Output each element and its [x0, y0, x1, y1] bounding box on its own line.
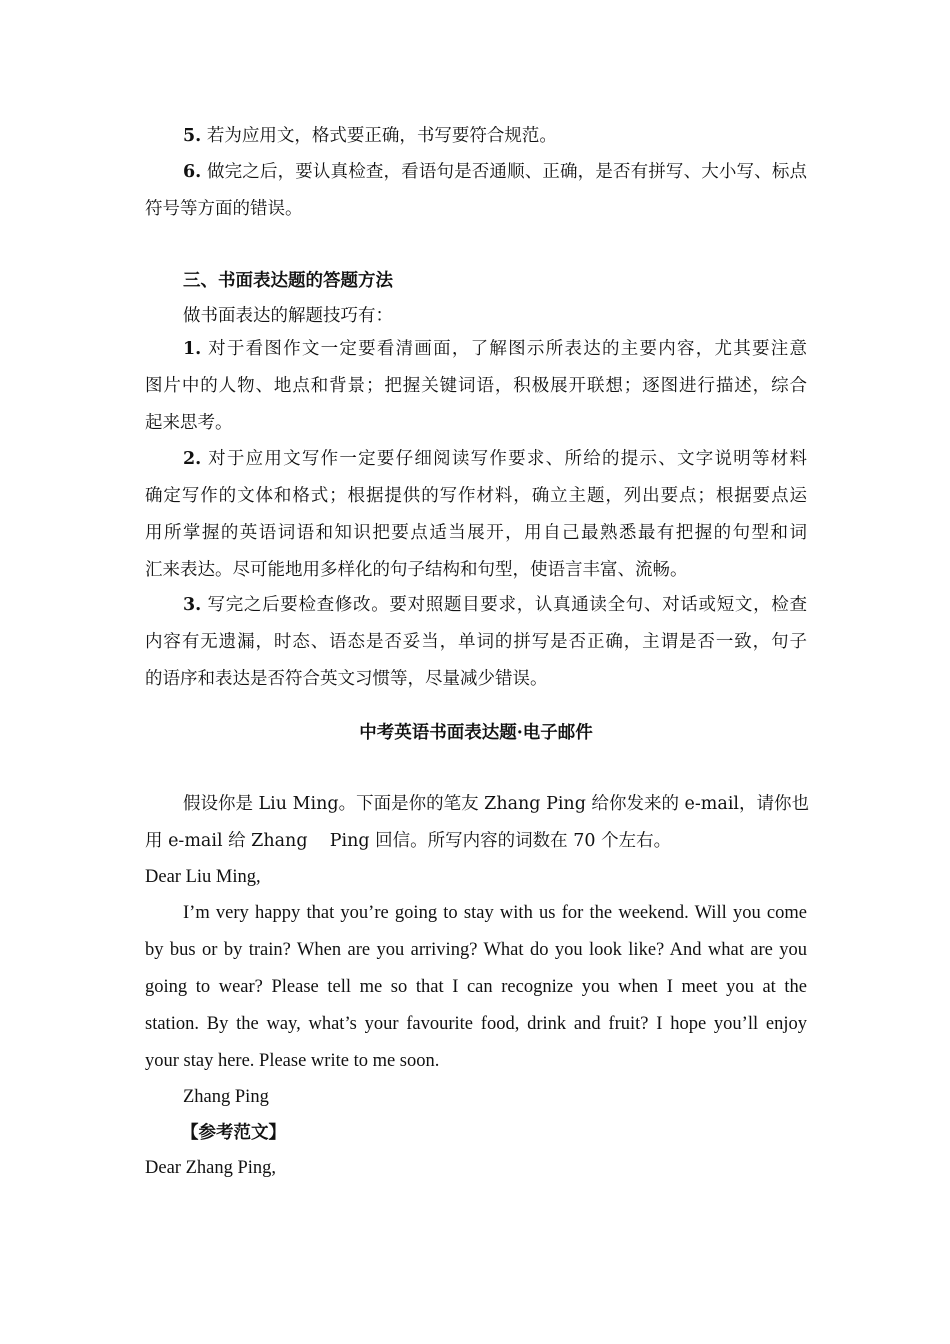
tip-item-5-text: 若为应用文，格式要正确，书写要符合规范。: [206, 126, 557, 146]
method-item-2-line-1: [145, 448, 807, 470]
method-item-1-line-1: [145, 338, 807, 360]
tip-item-5-number: 5.: [183, 126, 202, 146]
method-item-2-line-3: 用所掌握的英语词语和知识把要点适当展开，用自己最熟悉最有把握的句型和词: [145, 523, 807, 543]
tip-item-6-number: 6.: [183, 162, 202, 182]
exercise-prompt-line-2: 用 e-mail 给 Zhang Ping 回信。所写内容的词数在 70 个左右。: [145, 831, 672, 851]
sample-answer-label: 【参考范文】: [181, 1123, 286, 1143]
tip-item-6-line-2: 符号等方面的错误。: [145, 199, 303, 219]
method-item-1-line-3: 起来思考。: [145, 413, 233, 433]
reply-salutation: Dear Zhang Ping,: [145, 1158, 277, 1178]
method-item-3-line-2: 内容有无遗漏，时态、语态是否妥当，单词的拼写是否正确，主谓是否一致，句子: [145, 632, 807, 652]
method-item-2-line-4: 汇来表达。尽可能地用多样化的句子结构和句型，使语言丰富、流畅。: [145, 560, 688, 580]
exercise-title: 中考英语书面表达题·电子邮件: [359, 723, 593, 743]
method-item-1-number: 1.: [183, 339, 202, 359]
method-item-1-line-2: 图片中的人物、地点和背景；把握关键词语，积极展开联想；逐图进行描述，综合: [145, 376, 807, 396]
tip-item-6-line-1: [145, 161, 807, 183]
tip-item-5: [145, 125, 807, 147]
method-item-2-line-2: 确定写作的文体和格式；根据提供的写作材料，确立主题，列出要点；根据要点运: [145, 486, 807, 506]
section-intro: 做书面表达的解题技巧有：: [183, 306, 393, 326]
letter-body-line-3: going to wear? Please tell me so that I can recognize you when I meet you at the: [145, 977, 807, 997]
letter-signature: Zhang Ping: [183, 1087, 269, 1107]
letter-body-line-5: your stay here. Please write to me soon.: [145, 1051, 440, 1071]
method-item-3-number: 3.: [183, 595, 202, 615]
letter-salutation: Dear Liu Ming,: [145, 867, 261, 887]
method-item-3-line-3: 的语序和表达是否符合英文习惯等，尽量减少错误。: [145, 669, 548, 689]
method-item-3-line-1: [145, 594, 807, 616]
method-item-1-text: 对于看图作文一定要看清画面，了解图示所表达的主要内容，尤其要注意: [208, 339, 807, 359]
exercise-prompt-line-1: 假设你是 Liu Ming。下面是你的笔友 Zhang Ping 给你发来的 e-mail，请你也: [183, 794, 810, 814]
tip-item-6-text: 做完之后，要认真检查，看语句是否通顺、正确，是否有拼写、大小写、标点: [207, 162, 807, 182]
letter-body-line-1: I’m very happy that you’re going to stay with us for the weekend. Will you come: [183, 903, 807, 923]
letter-body-line-4: station. By the way, what’s your favourite food, drink and fruit? I hope you’ll enjoy: [145, 1014, 807, 1034]
method-item-2-text: 对于应用文写作一定要仔细阅读写作要求、所给的提示、文字说明等材料: [208, 449, 807, 469]
section-heading: 三、书面表达题的答题方法: [183, 271, 393, 291]
method-item-2-number: 2.: [183, 449, 202, 469]
letter-body-line-2: by bus or by train? When are you arriving? What do you look like? And what are you: [145, 940, 807, 960]
method-item-3-text: 写完之后要检查修改。要对照题目要求，认真通读全句、对话或短文，检查: [207, 595, 807, 615]
